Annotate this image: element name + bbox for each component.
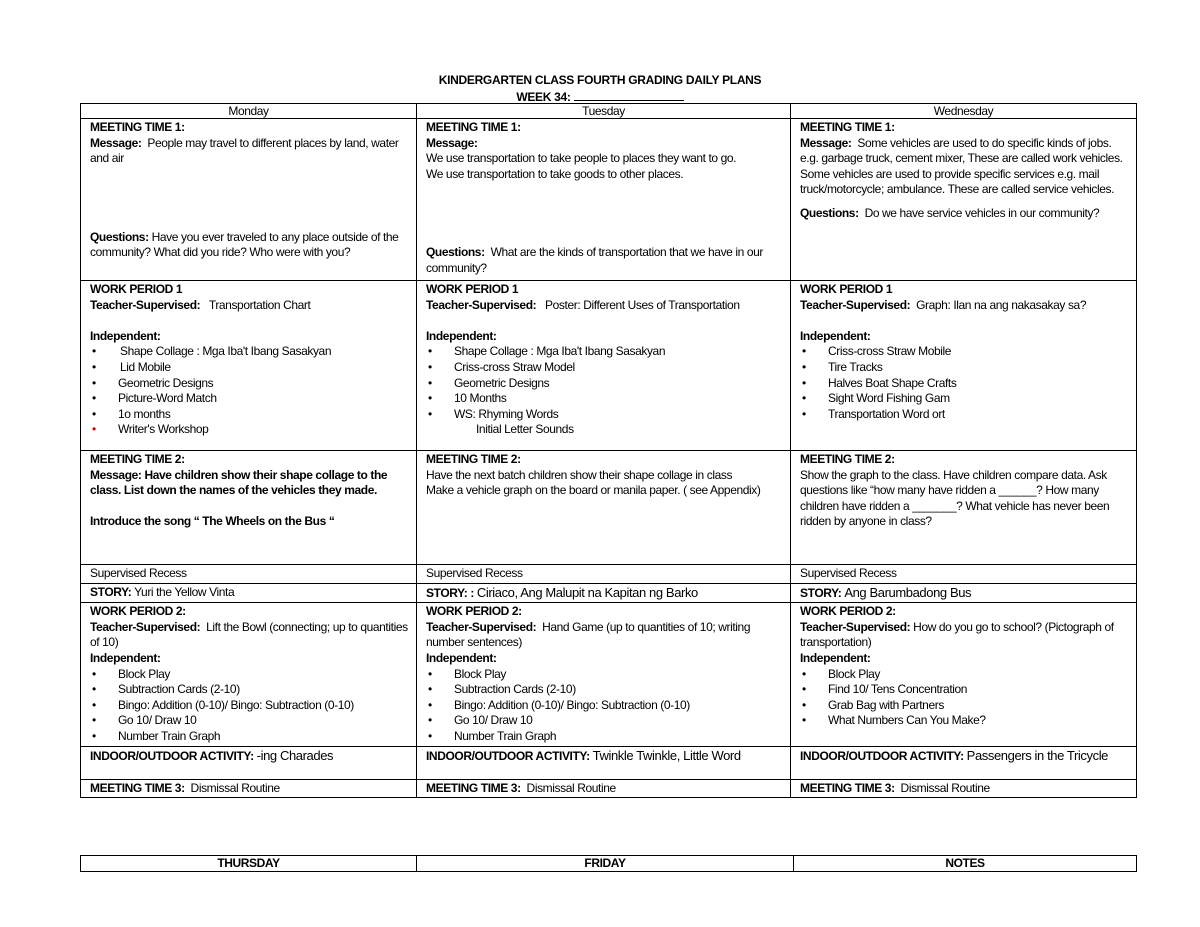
story-monday	[81, 583, 417, 603]
work1-label: WORK PERIOD 1	[800, 282, 893, 296]
meeting2-tue-line-2: Make a vehicle graph on the board or manila paper. ( see Appendix)	[426, 483, 761, 498]
work2-label: WORK PERIOD 2:	[800, 604, 896, 619]
work2-wednesday	[791, 603, 1137, 746]
work2-label: WORK PERIOD 2:	[90, 604, 186, 619]
list-item: • Halves Boat Shape Crafts	[800, 376, 1128, 392]
list-item: • Criss-cross Straw Mobile	[800, 344, 1128, 360]
questions-text: What are the kinds of transportation that we have in our community?	[426, 245, 763, 275]
ts-text: How do you go to school? (Pictograph of transportation)	[800, 619, 1114, 650]
message-label: Message:	[90, 135, 142, 150]
independent-label: Independent:	[800, 328, 871, 343]
meeting2-label: MEETING TIME 2:	[426, 452, 521, 466]
independent-list	[800, 667, 1128, 729]
story-label: STORY:	[90, 584, 132, 599]
meeting1-mon-questions	[90, 230, 408, 261]
activity-text: Twinkle Twinkle, Little Word	[592, 747, 741, 763]
activity-label: INDOOR/OUTDOOR ACTIVITY:	[90, 748, 254, 763]
list-item: • Block Play	[90, 667, 408, 683]
meeting1-tuesday	[417, 119, 791, 281]
list-item: • Writer's Workshop	[90, 422, 408, 438]
meeting3-label: MEETING TIME 3:	[90, 780, 185, 795]
work-period-2-row	[81, 603, 1137, 746]
ts-label: Teacher-Supervised:	[426, 619, 537, 634]
ts-text: Poster: Different Uses of Transportation	[545, 297, 740, 312]
meeting-time-3-row	[81, 779, 1137, 798]
questions-text: Have you ever traveled to any place outside of the community? What did you ride? Who were with you?	[90, 229, 399, 260]
activity-text: -ing Charades	[256, 747, 334, 763]
independent-list	[800, 344, 1128, 422]
week-line	[0, 89, 1200, 104]
meeting2-wednesday	[791, 451, 1137, 565]
list-item: • Sight Word Fishing Gam	[800, 391, 1128, 407]
work2-tuesday	[417, 603, 791, 746]
message-text: Have children show their shape collage to the class. List down the names of the vehicles they made.	[90, 467, 388, 498]
message-label: Message:	[426, 135, 478, 150]
list-item: • Geometric Designs	[426, 376, 782, 392]
week-blank	[574, 89, 684, 101]
activity-label: INDOOR/OUTDOOR ACTIVITY:	[800, 748, 964, 763]
work1-tuesday	[417, 281, 791, 451]
work1-wednesday	[791, 281, 1137, 451]
work1-label: WORK PERIOD 1	[90, 282, 183, 296]
meeting2-mon-message	[90, 468, 408, 499]
message-text: People may travel to different places by land, water and air	[90, 135, 399, 166]
ts-label: Teacher-Supervised:	[90, 619, 201, 634]
activity-wednesday	[791, 746, 1137, 779]
plan-table	[80, 103, 1137, 798]
meeting1-monday	[81, 119, 417, 281]
story-row	[81, 583, 1137, 603]
recess-wednesday: Supervised Recess	[791, 565, 1137, 584]
meeting3-wednesday	[791, 779, 1137, 798]
message-line-1: We use transportation to take people to places they want to go.	[426, 151, 737, 166]
work1-monday	[81, 281, 417, 451]
teacher-supervised	[90, 298, 408, 314]
day-header-row	[81, 104, 1137, 119]
meeting-time-1-row	[81, 119, 1137, 281]
ts-text: Hand Game (up to quantities of 10; writing number sentences)	[426, 619, 751, 650]
list-item: • Criss-cross Straw Model	[426, 360, 782, 376]
questions-label: Questions:	[800, 205, 859, 220]
meeting2-tue-line-1: Have the next batch children show their shape collage in class	[426, 467, 733, 482]
ts-label: Teacher-Supervised:	[800, 619, 911, 634]
independent-label: Independent:	[426, 328, 497, 343]
meeting3-monday	[81, 779, 417, 798]
header-friday: FRIDAY	[417, 856, 794, 872]
day-header-wednesday: Wednesday	[791, 104, 1137, 119]
meeting3-label: MEETING TIME 3:	[426, 780, 521, 795]
song-intro: Introduce the song “ The Wheels on the Bus “	[90, 514, 335, 529]
recess-monday: Supervised Recess	[81, 565, 417, 584]
work2-monday	[81, 603, 417, 746]
meeting1-label: MEETING TIME 1:	[90, 120, 185, 134]
list-item: • Number Train Graph	[426, 729, 782, 745]
list-item: • Bingo: Addition (0-10)/ Bingo: Subtraction (0-10)	[426, 698, 782, 714]
bottom-header-row	[81, 856, 1137, 872]
independent-label: Independent:	[426, 650, 497, 665]
meeting1-mon-message	[90, 136, 408, 167]
meeting2-label: MEETING TIME 2:	[90, 452, 185, 466]
independent-label: Independent:	[800, 650, 871, 665]
independent-list	[426, 344, 782, 422]
work2-label: WORK PERIOD 2:	[426, 604, 522, 619]
ts-text: Transportation Chart	[208, 297, 311, 312]
ts-label: Teacher-Supervised:	[426, 297, 537, 312]
list-item: • 1o months	[90, 407, 408, 423]
independent-label: Independent:	[90, 650, 161, 665]
message-label: Message:	[90, 467, 142, 482]
list-item: • Lid Mobile	[90, 360, 408, 376]
meeting3-text: Dismissal Routine	[526, 780, 616, 795]
day-header-tuesday: Tuesday	[417, 104, 791, 119]
activity-monday	[81, 746, 417, 779]
header-notes: NOTES	[794, 856, 1137, 872]
bottom-table	[80, 855, 1137, 872]
meeting3-label: MEETING TIME 3:	[800, 780, 895, 795]
ts-label: Teacher-Supervised:	[800, 297, 911, 312]
story-title: Yuri the Yellow Vinta	[134, 584, 235, 599]
message-text-2: Some vehicles are used to provide specific services e.g. mail truck/motorcycle; ambulance. These are called service vehicles.	[800, 166, 1115, 197]
story-title: Ciriaco, Ang Malupit na Kapitan ng Barko	[476, 584, 698, 600]
ts-text: Graph: Ilan na ang nakasakay sa?	[916, 297, 1087, 312]
activity-label: INDOOR/OUTDOOR ACTIVITY:	[426, 748, 590, 763]
questions-label: Questions:	[426, 245, 485, 260]
independent-list	[426, 667, 782, 745]
story-tuesday	[417, 583, 791, 603]
day-header-monday: Monday	[81, 104, 417, 119]
activity-text: Passengers in the Tricycle	[966, 747, 1109, 763]
teacher-supervised	[800, 620, 1128, 651]
meeting2-wed-text: Show the graph to the class. Have children compare data. Ask questions like “how many have ridden a ______? How many children have ridden a _______? What vehicle has never been ridden by anyone in class?	[800, 467, 1110, 529]
teacher-supervised	[800, 298, 1128, 314]
list-item: • Subtraction Cards (2-10)	[426, 682, 782, 698]
meeting-time-2-row	[81, 451, 1137, 565]
work-period-1-row	[81, 281, 1137, 451]
work1-label: WORK PERIOD 1	[426, 282, 519, 296]
meeting1-wed-questions	[800, 206, 1128, 222]
list-item: • Shape Collage : Mga Iba't Ibang Sasakyan	[426, 344, 782, 360]
header-thursday: THURSDAY	[81, 856, 417, 872]
story-label: STORY:	[800, 585, 842, 600]
doc-title: KINDERGARTEN CLASS FOURTH GRADING DAILY PLANS	[438, 73, 762, 87]
teacher-supervised	[426, 620, 782, 651]
ts-text: Lift the Bowl (connecting; up to quantities of 10)	[90, 619, 408, 650]
list-item: • Block Play	[800, 667, 1128, 683]
questions-label: Questions:	[90, 229, 149, 244]
list-item: • Tire Tracks	[800, 360, 1128, 376]
message-line-2: We use transportation to take goods to other places.	[426, 166, 684, 181]
meeting3-text: Dismissal Routine	[900, 780, 990, 795]
ts-label: Teacher-Supervised:	[90, 297, 201, 312]
list-item: • Go 10/ Draw 10	[90, 713, 408, 729]
meeting2-monday	[81, 451, 417, 565]
list-item: • Geometric Designs	[90, 376, 408, 392]
list-item: • Grab Bag with Partners	[800, 698, 1128, 714]
list-item: • Find 10/ Tens Concentration	[800, 682, 1128, 698]
meeting2-tuesday	[417, 451, 791, 565]
teacher-supervised	[426, 298, 782, 314]
story-label: STORY: :	[426, 585, 474, 600]
list-item: • Shape Collage : Mga Iba't Ibang Sasakyan	[90, 344, 408, 360]
meeting1-wed-message	[800, 136, 1128, 167]
list-item: • Number Train Graph	[90, 729, 408, 745]
independent-list	[90, 344, 408, 438]
story-title: Ang Barumbadong Bus	[844, 584, 972, 600]
story-wednesday	[791, 583, 1137, 603]
teacher-supervised	[90, 620, 408, 651]
activity-tuesday	[417, 746, 791, 779]
list-item: • Transportation Word ort	[800, 407, 1128, 423]
meeting3-tuesday	[417, 779, 791, 798]
meeting3-text: Dismissal Routine	[190, 780, 280, 795]
list-item-extra: Initial Letter Sounds	[476, 422, 574, 437]
list-item: • What Numbers Can You Make?	[800, 713, 1128, 729]
independent-label: Independent:	[90, 328, 161, 343]
independent-list	[90, 667, 408, 745]
list-item: • Bingo: Addition (0-10)/ Bingo: Subtraction (0-10)	[90, 698, 408, 714]
list-item: • Block Play	[426, 667, 782, 683]
list-item: • WS: Rhyming Words	[426, 407, 782, 423]
list-item: • 10 Months	[426, 391, 782, 407]
recess-row	[81, 565, 1137, 584]
meeting1-label: MEETING TIME 1:	[800, 120, 895, 134]
meeting1-wednesday	[791, 119, 1137, 281]
message-label: Message:	[800, 135, 852, 150]
week-label: WEEK 34:	[516, 90, 571, 104]
message-text-1: Some vehicles are used to do specific kinds of jobs. e.g. garbage truck, cement mixer, These are called work vehicles.	[800, 135, 1123, 166]
list-item: • Go 10/ Draw 10	[426, 713, 782, 729]
list-item: • Subtraction Cards (2-10)	[90, 682, 408, 698]
meeting1-label: MEETING TIME 1:	[426, 120, 521, 134]
activity-row	[81, 746, 1137, 779]
list-item: • Picture-Word Match	[90, 391, 408, 407]
meeting1-tue-questions	[426, 245, 782, 276]
questions-text: Do we have service vehicles in our community?	[864, 205, 1100, 220]
recess-tuesday: Supervised Recess	[417, 565, 791, 584]
meeting2-label: MEETING TIME 2:	[800, 452, 895, 466]
